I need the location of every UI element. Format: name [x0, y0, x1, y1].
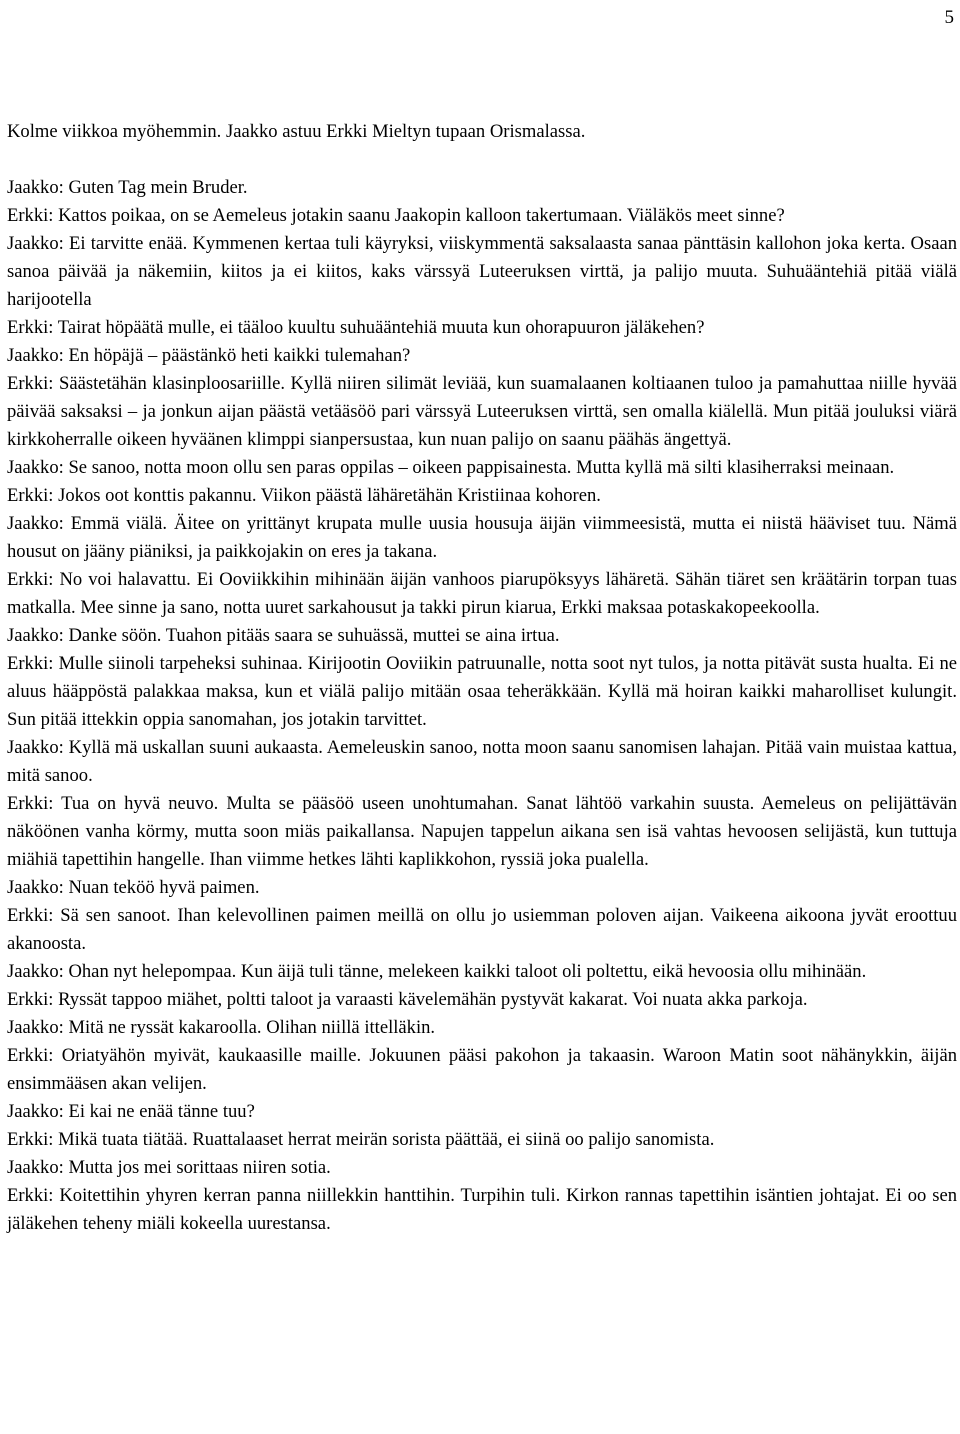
dialogue-text: Se sanoo, notta moon ollu sen paras oppilas – oikeen pappisainesta. Mutta kyllä mä silti klasiherraksi meinaan.	[63, 457, 895, 478]
dialogue-text: Ohan nyt helepompaa. Kun äijä tuli tänne, melekeen kaikki taloot oli poltettu, eikä hevoosia ollu mihinään.	[63, 961, 867, 982]
dialogue-text: No voi halavattu. Ei Ooviikkihin mihinään äijän vanhoos piarupöksyys lähäretä. Sähän tiäret sen kräätärin torpan tuas matkalla. Mee sinne ja sano, notta uuret sarkahousut ja takki pirun kiarua, Erkki maksaa potaskakopeekoolla.	[7, 569, 957, 618]
dialogue-line	[7, 790, 957, 874]
dialogue-line	[7, 958, 957, 986]
dialogue-text: Tairat höpäätä mulle, ei tääloo kuultu suhuääntehiä muuta kun ohorapuuron jäläkehen?	[53, 317, 705, 338]
dialogue-text: En höpäjä – päästänkö heti kaikki tulemahan?	[63, 345, 411, 366]
speaker-label: Erkki:	[7, 373, 54, 394]
dialogue-line	[7, 1154, 957, 1182]
dialogue-line	[7, 174, 957, 202]
dialogue-line	[7, 566, 957, 622]
document-body	[7, 118, 957, 1238]
dialogue-line	[7, 1098, 957, 1126]
dialogue-line	[7, 622, 957, 650]
speaker-label: Jaakko:	[7, 177, 64, 198]
dialogue-line	[7, 650, 957, 734]
speaker-label: Jaakko:	[7, 1157, 64, 1178]
speaker-label: Erkki:	[7, 989, 54, 1010]
dialogue-text: Mutta jos mei sorittaas niiren sotia.	[63, 1157, 331, 1178]
speaker-label: Jaakko:	[7, 961, 64, 982]
dialogue-line	[7, 482, 957, 510]
dialogue-line	[7, 1126, 957, 1154]
dialogue-line	[7, 454, 957, 482]
dialogue-text: Mulle siinoli tarpeheksi suhinaa. Kirijootin Ooviikin patruunalle, notta soot nyt tulos, ja notta pitävät susta hualta. Ei ne aluus hääppöstä palakkaa maksa, kun et viälä palijo mitään osaa teheräkkään. Kyllä mä hoiran kaikki maharolliset kulungit. Sun pitää ittekkin oppia sanomahan, jos jotakin tarvittet.	[7, 653, 957, 730]
dialogue-line	[7, 370, 957, 454]
speaker-label: Jaakko:	[7, 457, 64, 478]
dialogue-line	[7, 342, 957, 370]
dialogue-line	[7, 202, 957, 230]
dialogue-line	[7, 510, 957, 566]
speaker-label: Jaakko:	[7, 625, 64, 646]
scene-intro: Kolme viikkoa myöhemmin. Jaakko astuu Erkki Mieltyn tupaan Orismalassa.	[7, 121, 586, 142]
speaker-label: Erkki:	[7, 317, 54, 338]
dialogue-line	[7, 986, 957, 1014]
speaker-label: Erkki:	[7, 793, 54, 814]
dialogue-text: Koitettihin yhyren kerran panna niillekkin hanttihin. Turpihin tuli. Kirkon rannas tapettihin isäntien johtajat. Ei oo sen jäläkehen teheny miäli kokeella uurestansa.	[7, 1185, 957, 1234]
dialogue-text: Guten Tag mein Bruder.	[63, 177, 248, 198]
dialogue-line	[7, 1042, 957, 1098]
speaker-label: Erkki:	[7, 1185, 54, 1206]
speaker-label: Jaakko:	[7, 877, 64, 898]
dialogue-text: Mitä ne ryssät kakaroolla. Olihan niillä ittelläkin.	[63, 1017, 436, 1038]
dialogue-text: Emmä viälä. Äitee on yrittänyt krupata mulle uusia housuja äijän viimmeesistä, mutta ei niistä hääviset tuu. Nämä housut on jääny piäniksi, ja paikkojakin on eres ja takana.	[7, 513, 957, 562]
dialogue-text: Sä sen sanoot. Ihan kelevollinen paimen meillä on ollu jo usiemman poloven aijan. Vaikeena aikoona jyvät eroottuu akanoosta.	[7, 905, 957, 954]
dialogue-text: Oriatyähön myivät, kaukaasille maille. Jokuunen pääsi pakohon ja takaasin. Waroon Matin soot nähänykkin, äijän ensimmääsen akan velijen.	[7, 1045, 957, 1094]
speaker-label: Jaakko:	[7, 1017, 64, 1038]
speaker-label: Erkki:	[7, 569, 54, 590]
dialogue-text: Kyllä mä uskallan suuni aukaasta. Aemeleuskin sanoo, notta moon saanu sanomisen lahajan. Pitää vain muistaa kattua, mitä sanoo.	[7, 737, 957, 786]
dialogue-text: Kattos poikaa, on se Aemeleus jotakin saanu Jaakopin kalloon takertumaan. Viäläkös meet sinne?	[53, 205, 785, 226]
speaker-label: Erkki:	[7, 485, 54, 506]
dialogue-list	[7, 174, 957, 1238]
dialogue-line	[7, 902, 957, 958]
dialogue-line	[7, 1014, 957, 1042]
speaker-label: Erkki:	[7, 653, 54, 674]
speaker-label: Jaakko:	[7, 345, 64, 366]
dialogue-text: Danke söön. Tuahon pitääs saara se suhuässä, muttei se aina irtua.	[63, 625, 560, 646]
dialogue-text: Tua on hyvä neuvo. Multa se pääsöö useen unohtumahan. Sanat lähtöö varkahin suusta. Aemeleus on pelijättävän näköönen vanha körmy, mutta soon miäs paikallansa. Napujen tappelun aikana sen isä vahtas hevoosen selijästä, kun tuttuja miähiä tapettihin hangelle. Ihan viimme hetkes lähti kaplikkohon, ryssiä joka pualella.	[7, 793, 957, 870]
dialogue-line	[7, 1182, 957, 1238]
speaker-label: Erkki:	[7, 905, 54, 926]
speaker-label: Jaakko:	[7, 233, 64, 254]
speaker-label: Erkki:	[7, 1045, 54, 1066]
dialogue-line	[7, 314, 957, 342]
dialogue-line	[7, 734, 957, 790]
speaker-label: Jaakko:	[7, 513, 64, 534]
dialogue-text: Jokos oot konttis pakannu. Viikon päästä lähäretähän Kristiinaa kohoren.	[53, 485, 601, 506]
dialogue-line	[7, 230, 957, 314]
dialogue-text: Mikä tuata tiätää. Ruattalaaset herrat meirän sorista päättää, ei siinä oo palijo sanomista.	[53, 1129, 715, 1150]
speaker-label: Erkki:	[7, 205, 54, 226]
speaker-label: Jaakko:	[7, 737, 64, 758]
page-number: 5	[944, 7, 954, 28]
paragraph-gap	[7, 146, 957, 174]
dialogue-text: Ryssät tappoo miähet, poltti taloot ja varaasti kävelemähän pystyvät kakarat. Voi nuata akka parkoja.	[53, 989, 808, 1010]
dialogue-text: Ei tarvitte enää. Kymmenen kertaa tuli käyryksi, viiskymmentä saksalaasta sanaa pänttäsin kallohon joka kerta. Osaan sanoa päivää ja näkemiin, kiitos ja ei kiitos, kaks värssyä Luteeruksen virttä, ja palijo muuta. Suhuääntehiä pitää viälä harijootella	[7, 233, 957, 310]
dialogue-line	[7, 874, 957, 902]
speaker-label: Jaakko:	[7, 1101, 64, 1122]
dialogue-text: Nuan teköö hyvä paimen.	[63, 877, 260, 898]
dialogue-text: Ei kai ne enää tänne tuu?	[63, 1101, 255, 1122]
speaker-label: Erkki:	[7, 1129, 54, 1150]
dialogue-text: Säästetähän klasinploosariille. Kyllä niiren silimät leviää, kun suamalaanen koltiaanen tuloo ja pamahuttaa niille hyvää päivää saksaksi – ja jonkun aijan päästä vetääsöö pari värssyä Luteeruksen virttä, sen omalla kiälellä. Mun pitää jouluksi viärä kirkkoherralle oikeen hyväänen klimppi sianpersustaa, kun nuan palijo on saanu päähäs ängettyä.	[7, 373, 957, 450]
